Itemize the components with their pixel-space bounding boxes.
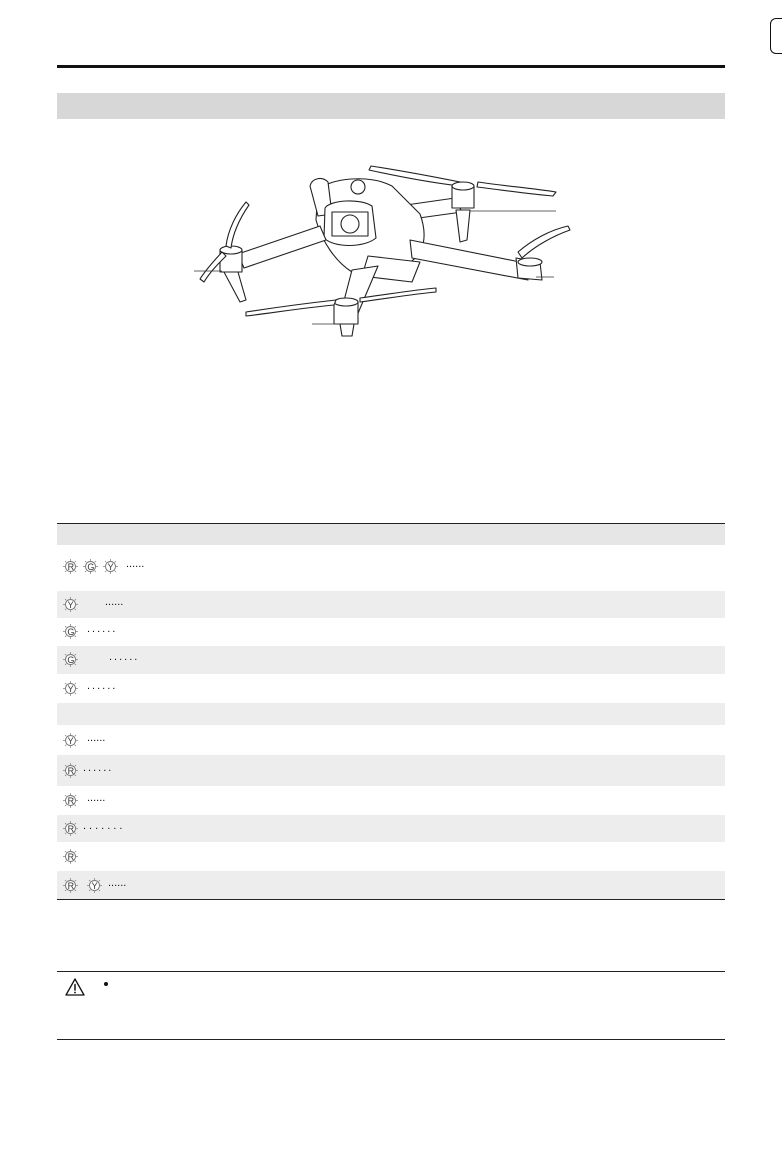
svg-text:Y: Y	[107, 561, 114, 572]
table-row	[57, 674, 725, 703]
svg-text:Y: Y	[91, 880, 98, 891]
led-red-icon	[63, 793, 78, 808]
caution-notice	[57, 971, 725, 1040]
table-header	[57, 523, 725, 545]
table-row	[57, 755, 725, 786]
led-red-icon	[63, 849, 78, 864]
table-row	[57, 786, 725, 815]
svg-text:R: R	[67, 561, 75, 572]
led-yellow-icon	[63, 733, 78, 748]
blink-pattern: ......	[105, 596, 124, 608]
led-yellow-icon	[63, 681, 78, 696]
blink-pattern: .......	[83, 820, 126, 832]
table-row	[57, 618, 725, 646]
bullet-point	[104, 982, 108, 986]
table-row	[57, 815, 725, 842]
table-row	[57, 545, 725, 591]
led-red-icon	[63, 763, 78, 778]
table-row	[57, 591, 725, 618]
svg-text:G: G	[87, 561, 95, 572]
svg-text:R: R	[67, 823, 75, 834]
svg-text:R: R	[67, 880, 75, 891]
svg-text:Y: Y	[67, 599, 74, 610]
table-subheader	[57, 703, 725, 725]
svg-text:Y: Y	[67, 683, 74, 694]
blink-pattern: ......	[87, 732, 106, 744]
table-row	[57, 646, 725, 674]
svg-text:R: R	[67, 851, 75, 862]
led-red-icon	[63, 821, 78, 836]
warning-triangle-icon	[65, 978, 85, 996]
led-yellow-icon	[87, 878, 102, 893]
led-green-icon	[83, 559, 98, 574]
blink-pattern: ......	[87, 623, 118, 635]
led-status-table	[57, 523, 725, 900]
svg-text:R: R	[67, 795, 75, 806]
svg-text:R: R	[67, 765, 75, 776]
table-row	[57, 871, 725, 900]
led-green-icon	[63, 624, 78, 639]
blink-pattern: ......	[126, 558, 145, 570]
led-yellow-icon	[63, 597, 78, 612]
svg-text:G: G	[67, 626, 75, 637]
table-row	[57, 842, 725, 871]
blink-pattern: ......	[108, 877, 127, 889]
led-red-icon	[63, 878, 78, 893]
table-row	[57, 725, 725, 755]
blink-pattern: ......	[87, 792, 106, 804]
led-green-icon	[63, 652, 78, 667]
svg-text:Y: Y	[67, 735, 74, 746]
led-yellow-icon	[103, 559, 118, 574]
drone-illustration-icon	[0, 0, 782, 360]
led-red-icon	[63, 559, 78, 574]
blink-pattern: ......	[109, 651, 140, 663]
blink-pattern: ......	[83, 762, 114, 774]
svg-text:G: G	[67, 654, 75, 665]
blink-pattern: ......	[87, 680, 118, 692]
